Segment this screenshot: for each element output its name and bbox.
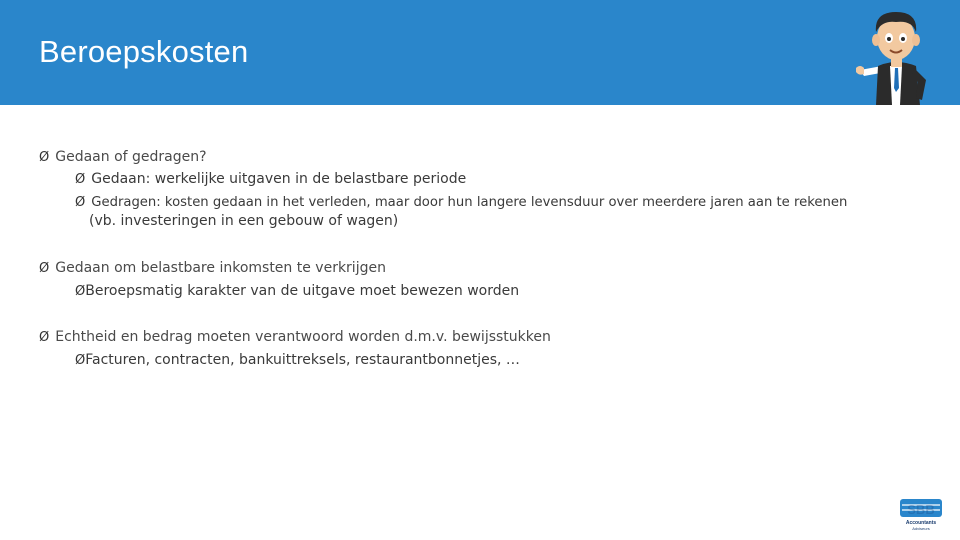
list-item-text: Gedaan om belastbare inkomsten te verkrijgen bbox=[55, 260, 386, 276]
arrow-bullet-icon: Ø bbox=[75, 284, 86, 299]
arrow-bullet-icon: Ø bbox=[75, 195, 86, 210]
arrow-bullet-icon: Ø bbox=[75, 172, 86, 187]
list-subitem-text: Gedaan: werkelijke uitgaven in de belastbare periode bbox=[91, 171, 467, 187]
list-subitem bbox=[75, 351, 520, 370]
list-item-text: Echtheid en bedrag moeten verantwoord worden d.m.v. bewijsstukken bbox=[55, 329, 551, 345]
list-subitem bbox=[75, 170, 466, 189]
arrow-bullet-icon: Ø bbox=[39, 330, 50, 345]
list-subitem-text: Beroepsmatig karakter van de uitgave moet bewezen worden bbox=[85, 283, 520, 299]
svg-text:Adviseurs: Adviseurs bbox=[912, 526, 930, 531]
list-item-text: Gedaan of gedragen? bbox=[55, 149, 207, 165]
svg-text:Accountants: Accountants bbox=[905, 520, 937, 526]
list-item bbox=[39, 328, 551, 347]
list-subitem bbox=[75, 193, 847, 212]
list-item bbox=[39, 259, 386, 278]
list-subitem-text: Facturen, contracten, bankuittreksels, restaurantbonnetjes, … bbox=[85, 352, 520, 368]
arrow-bullet-icon: Ø bbox=[39, 261, 50, 276]
slide-title: Beroepskosten bbox=[39, 34, 249, 69]
list-subitem-text: Gedragen: kosten gedaan in het verleden, maar door hun langere levensduur over meerdere jaren aan te rekenen bbox=[91, 195, 848, 210]
list-subitem-continuation: (vb. investeringen in een gebouw of wagen) bbox=[89, 213, 399, 229]
sbb-logo-icon bbox=[898, 497, 944, 533]
svg-text:SBB: SBB bbox=[907, 502, 935, 517]
list-item bbox=[39, 148, 207, 167]
arrow-bullet-icon: Ø bbox=[39, 150, 50, 165]
arrow-bullet-icon: Ø bbox=[75, 353, 86, 368]
list-subitem bbox=[75, 282, 519, 301]
